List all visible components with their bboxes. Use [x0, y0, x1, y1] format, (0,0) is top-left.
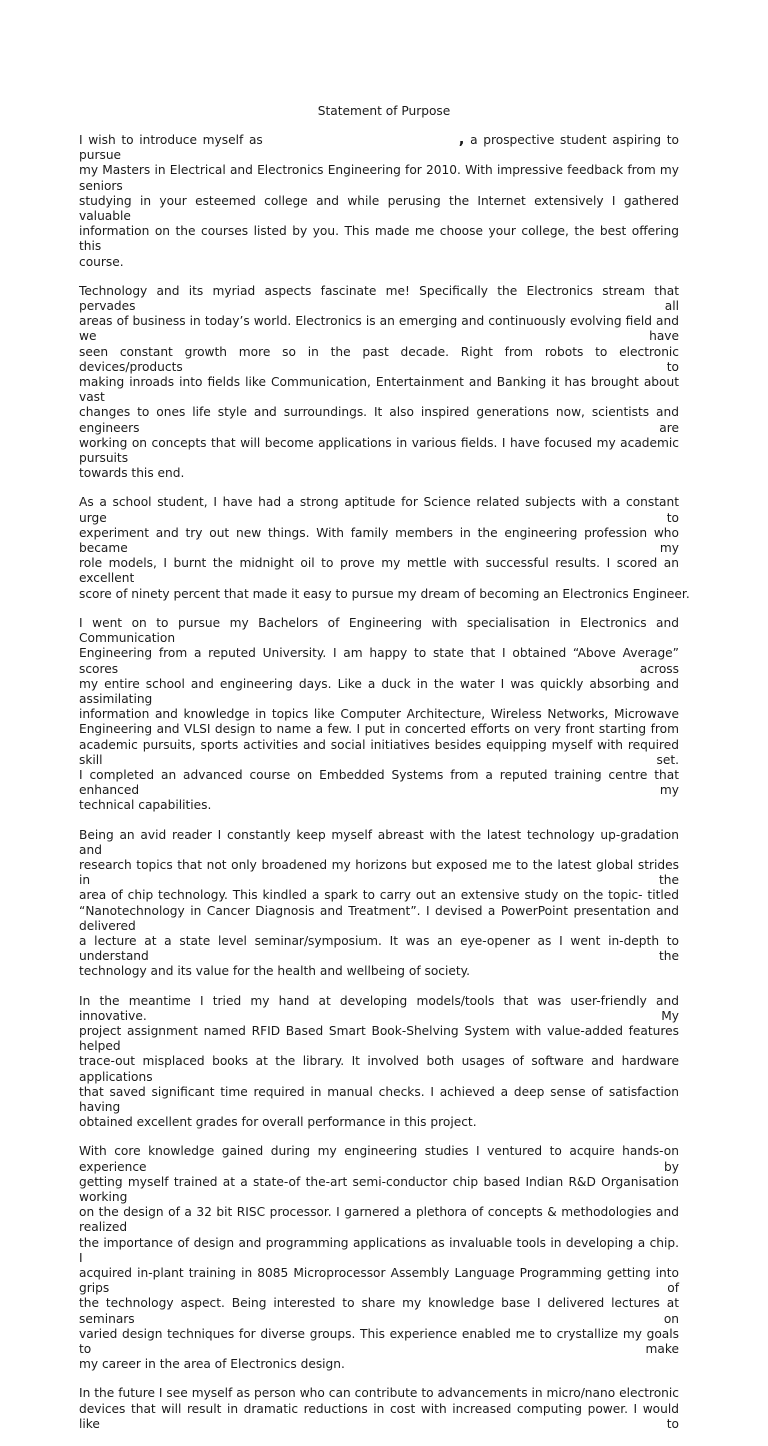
text-line: changes to ones life style and surroundings. It also inspired generations now, scientists and engineers are [79, 405, 679, 435]
text-line: on the design of a 32 bit RISC processor. I garnered a plethora of concepts & methodologies and realized [79, 1205, 679, 1235]
text-line: Engineering from a reputed University. I am happy to state that I obtained “Above Average” scores across [79, 646, 679, 676]
text-line: project assignment named RFID Based Smart Book-Shelving System with value-added features helped [79, 1023, 679, 1054]
paragraph-6 [79, 994, 679, 1131]
text-line: technical capabilities. [79, 798, 212, 813]
paragraph-8 [79, 1386, 679, 1432]
intro-comma: , [458, 130, 465, 148]
text-line: acquired in-plant training in 8085 Microprocessor Assembly Language Programming getting into grips of [79, 1266, 679, 1296]
text-line: score of ninety percent that made it easy to pursue my dream of becoming an Electronics Engineer. [79, 586, 690, 601]
text-line: technology and its value for the health and wellbeing of society. [79, 964, 470, 979]
text-line: experiment and try out new things. With family members in the engineering profession who became my [79, 525, 679, 556]
text-line: In the meantime I tried my hand at developing models/tools that was user-friendly and innovative. My [79, 993, 679, 1023]
intro-line [79, 132, 679, 163]
paragraph-5 [79, 828, 679, 980]
text-line: a lecture at a state level seminar/symposium. It was an eye-opener as I went in-depth to understand the [79, 933, 679, 964]
text-line: academic pursuits, sports activities and social initiatives besides equipping myself with required skill set. [79, 737, 679, 767]
text-line: my career in the area of Electronics design. [79, 1357, 345, 1372]
text-line: my Masters in Electrical and Electronics Engineering for 2010. With impressive feedback from my seniors [79, 163, 679, 193]
document-title: Statement of Purpose [317, 104, 451, 118]
text-line: the technology aspect. Being interested to share my knowledge base I delivered lectures at seminars on [79, 1296, 679, 1326]
text-line: information and knowledge in topics like Computer Architecture, Wireless Networks, Microwave [79, 707, 679, 722]
text-line: With core knowledge gained during my engineering studies I ventured to acquire hands-on experience by [79, 1144, 679, 1174]
text-line: course. [79, 254, 124, 269]
text-line: studying in your esteemed college and while perusing the Internet extensively I gathered valuable [79, 193, 679, 224]
text-line: research topics that not only broadened my horizons but exposed me to the latest global strides in the [79, 857, 679, 888]
paragraph-7 [79, 1144, 679, 1372]
text-line: As a school student, I have had a strong aptitude for Science related subjects with a constant urge to [79, 495, 679, 525]
text-line: varied design techniques for diverse groups. This experience enabled me to crystallize my goals to make [79, 1326, 679, 1357]
text-line: Technology and its myriad aspects fascinate me! Specifically the Electronics stream that pervades all [79, 283, 679, 314]
text-line: area of chip technology. This kindled a spark to carry out an extensive study on the topic- titled [79, 888, 679, 903]
text-line: In the future I see myself as person who can contribute to advancements in micro/nano electronic [79, 1386, 679, 1401]
text-line: working on concepts that will become applications in various fields. I have focused my academic pursuits [79, 435, 679, 466]
intro-text-before: I wish to introduce myself as [79, 133, 263, 147]
text-line: information on the courses listed by you. This made me choose your college, the best offering this [79, 224, 679, 254]
text-line: I went on to pursue my Bachelors of Engineering with specialisation in Electronics and Communication [79, 615, 679, 646]
text-line: areas of business in today’s world. Electronics is an emerging and continuously evolving field and we have [79, 314, 679, 344]
text-line: Engineering and VLSI design to name a few. I put in concerted efforts on very front starting from [79, 722, 679, 737]
text-line: Being an avid reader I constantly keep myself abreast with the latest technology up-gradation and [79, 827, 679, 857]
text-line: making inroads into fields like Communication, Entertainment and Banking it has brought about vast [79, 375, 679, 405]
paragraph-2 [79, 284, 679, 482]
text-line: obtained excellent grades for overall performance in this project. [79, 1115, 477, 1130]
text-line: I completed an advanced course on Embedded Systems from a reputed training centre that enhanced my [79, 767, 679, 798]
text-line: role models, I burnt the midnight oil to prove my mettle with successful results. I scored an excellent [79, 556, 679, 586]
paragraph-4 [79, 616, 679, 814]
text-line: trace-out misplaced books at the library. It involved both usages of software and hardware applications [79, 1054, 679, 1084]
text-line: that saved significant time required in manual checks. I achieved a deep sense of satisfaction having [79, 1084, 679, 1114]
text-line: getting myself trained at a state-of the-art semi-conductor chip based Indian R&D Organisation working [79, 1174, 679, 1204]
text-line: the importance of design and programming applications as invaluable tools in developing a chip. I [79, 1235, 679, 1265]
document-body [79, 130, 690, 1446]
text-line: seen constant growth more so in the past decade. Right from robots to electronic devices/products to [79, 344, 679, 374]
text-line: towards this end. [79, 466, 185, 481]
text-line: devices that will result in dramatic reductions in cost with increased computing power. I would like to [79, 1401, 679, 1431]
text-line: my entire school and engineering days. Like a duck in the water I was quickly absorbing and assimilating [79, 676, 679, 706]
paragraph-1 [79, 132, 679, 270]
text-line: “Nanotechnology in Cancer Diagnosis and Treatment”. I devised a PowerPoint presentation and delivered [79, 903, 679, 933]
intro-text-after: a prospective student aspiring to pursue [79, 133, 679, 163]
paragraph-3 [79, 495, 690, 601]
